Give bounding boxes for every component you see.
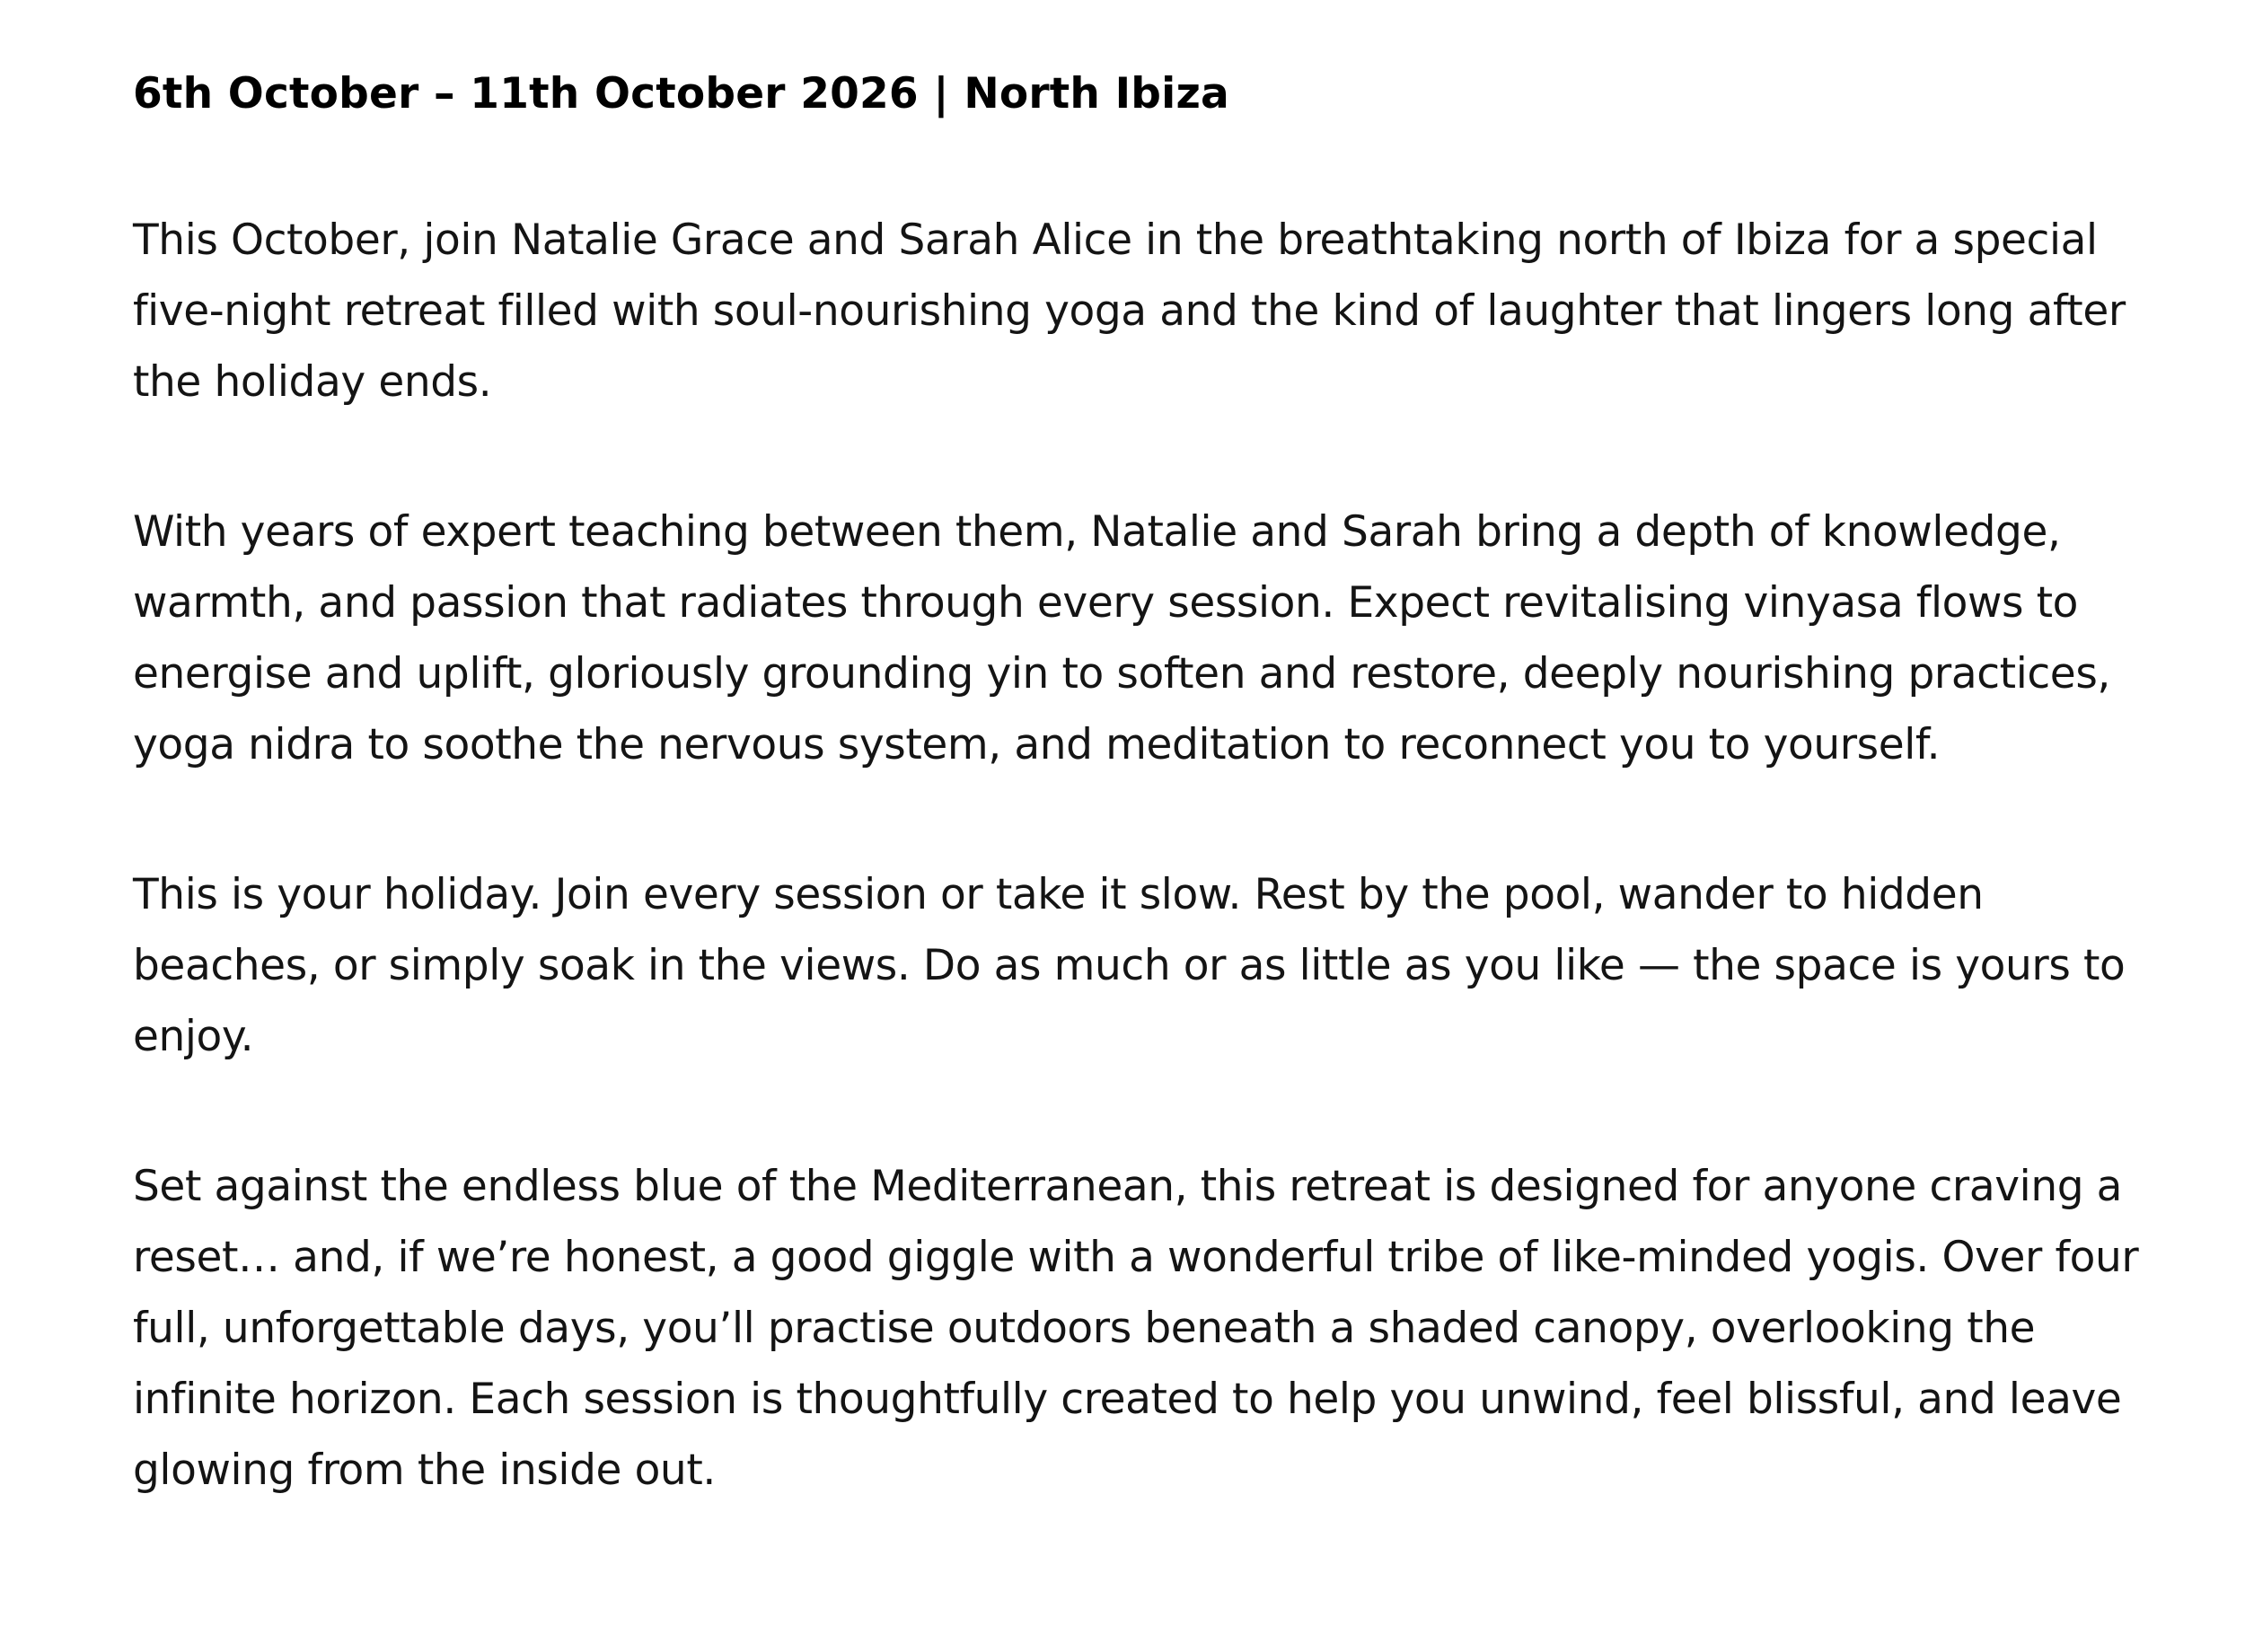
holiday-paragraph: This is your holiday. Join every session or take it slow. Rest by the pool, wander to hidden beaches, or simply soak in the views. Do as much or as little as you like — the space is yours to enjoy. <box>133 870 2126 1061</box>
intro-paragraph: This October, join Natalie Grace and Sarah Alice in the breathtaking north of Ibiza for a special five-night retreat filled with soul-nourishing yoga and the kind of laughter that lingers long after the holiday ends. <box>133 215 2126 407</box>
setting-paragraph: Set against the endless blue of the Mediterranean, this retreat is designed for anyone craving a reset… and, if we’re honest, a good giggle with a wonderful tribe of like-minded yogis. Over four full, unforgettable days, you’ll practise outdoors beneath a shaded canopy, overlooking the infinite horizon. Each session is thoughtfully created to help you unwind, feel blissful, and leave glowing from the inside out. <box>133 1162 2139 1495</box>
retreat-description <box>133 63 2153 1506</box>
teachers-paragraph: With years of expert teaching between them, Natalie and Sarah bring a depth of knowledge, warmth, and passion that radiates through every session. Expect revitalising vinyasa flows to energise and uplift, gloriously grounding yin to soften and restore, deeply nourishing practices, yoga nidra to soothe the nervous system, and meditation to reconnect you to yourself. <box>133 507 2110 769</box>
retreat-dates-location-heading: 6th October – 11th October 2026 | North Ibiza <box>133 69 1229 119</box>
